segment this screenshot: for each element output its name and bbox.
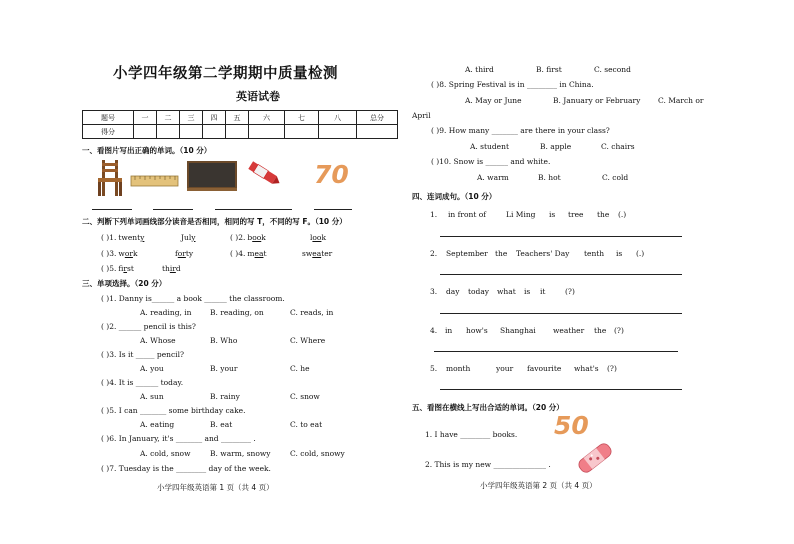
word: k [132,249,138,258]
scramble-word: (?) [565,287,575,296]
chair-picture [95,158,125,198]
mc-option[interactable]: B. your [210,364,238,373]
mc-question-8: ( )8. Spring Festival is in ________ in China. [431,80,594,89]
mc-option[interactable]: B. first [536,65,562,74]
answer-line[interactable] [440,313,682,314]
scramble-word: in [445,326,453,335]
judge-item-2 [230,233,266,242]
scramble-word: the [594,326,607,335]
scramble-word: is [616,249,623,258]
exam-subtitle: 英语试卷 [236,90,280,103]
mc-option[interactable]: C. to eat [290,420,323,429]
scramble-word: day [446,287,460,296]
underlined-part: or [124,249,133,258]
score-cell[interactable] [180,125,203,139]
score-table [82,110,398,139]
scramble-word: what [497,287,516,296]
word: ter [321,249,333,258]
word: ty [185,249,194,258]
word: l [310,233,313,242]
judge-item-5 [101,264,134,273]
number-50-picture: 50 [554,411,589,440]
mc-question-7: ( )7. Tuesday is the ________ day of the week. [101,464,271,473]
underlined-part: y [191,233,196,242]
mc-option[interactable]: A. reading, in [140,308,192,317]
item-number: ( )5. [101,264,117,273]
mc-question-10: ( )10. Snow is ______ and white. [431,157,551,166]
scramble-number: 1. [430,210,438,219]
answer-line[interactable] [215,209,255,210]
word: k [261,233,266,242]
answer-line[interactable] [440,389,682,390]
scramble-word: it [540,287,546,296]
scramble-number: 3. [430,287,438,296]
scramble-word: (.) [618,210,627,219]
section-3-heading: 三、单项选择。（20 分） [82,279,167,288]
answer-line[interactable] [153,209,193,210]
score-cell[interactable] [134,125,157,139]
word: w [118,249,125,258]
judge-item-4 [230,249,266,258]
answer-line[interactable] [252,209,292,210]
mc-option[interactable]: A. warm [477,173,509,182]
scramble-word: Teachers' Day [516,249,570,258]
page-footer-1: 小学四年级英语第 1 页（共 4 页） [157,483,274,492]
mc-option[interactable]: A. Whose [140,336,176,345]
mc-option[interactable]: A. you [140,364,164,373]
scramble-word: (.) [636,249,645,258]
scramble-word: is [524,287,531,296]
word: th [162,264,170,273]
scramble-word: Shanghai [500,326,536,335]
score-header-cell: 六 [249,111,285,125]
scramble-word: tree [568,210,584,219]
underlined-part: y [140,233,145,242]
mc-question-5: ( )5. I can _______ some birthday cake. [101,406,246,415]
mc-option[interactable]: A. student [470,142,509,151]
mc-option[interactable]: A. cold, snow [140,449,191,458]
score-header-cell: 二 [157,111,180,125]
blackboard-picture [186,160,238,192]
score-cell[interactable] [319,125,357,139]
picture-question-1: 1. I have ________ books. [425,430,518,439]
answer-line[interactable] [434,351,678,352]
word: m [247,249,255,258]
judge-item-3 [101,249,137,258]
judge-item-1 [101,233,144,242]
word: k [321,233,326,242]
word: st [127,264,134,273]
score-cell[interactable] [226,125,249,139]
judge-item-3-word2 [175,249,193,258]
scramble-word: the [597,210,610,219]
underlined-part: oo [252,233,262,242]
mc-option[interactable]: C. reads, in [290,308,334,317]
underlined-part: ea [254,249,264,258]
mc-option[interactable]: B. rainy [210,392,240,401]
score-cell[interactable] [285,125,319,139]
word: b [247,233,253,242]
mc-option[interactable]: B. hot [538,173,561,182]
item-number: ( )2. [230,233,246,242]
score-cell[interactable] [157,125,180,139]
mc-option[interactable]: A. eating [140,420,175,429]
mc-option[interactable]: C. he [290,364,310,373]
mc-option[interactable]: C. cold [602,173,629,182]
scramble-word: today [468,287,490,296]
mc-option[interactable]: A. sun [140,392,164,401]
scramble-word: your [496,364,514,373]
judge-item-1-word2 [181,233,196,242]
scramble-word: is [549,210,556,219]
scramble-word: the [495,249,508,258]
answer-line[interactable] [440,236,682,237]
score-header-cell: 八 [319,111,357,125]
word: Jul [181,233,192,242]
mc-option[interactable]: B. apple [540,142,572,151]
section-2-heading: 二、判断下列单词画线部分读音是否相同，相同的写 T，不同的写 F。（10 分） [82,217,347,226]
word: d [175,264,181,273]
mc-question-9: ( )9. How many _______ are there in your class? [431,126,610,135]
score-header-cell: 四 [203,111,226,125]
underlined-part: ir [123,264,128,273]
section-5-heading: 五、看图在横线上写出合适的单词。（20 分） [412,403,564,412]
mc-option[interactable]: B. reading, on [210,308,264,317]
judge-item-2-word2 [310,233,326,242]
mc-option[interactable]: C. chairs [601,142,635,151]
word: twent [118,233,141,242]
score-header-cell: 一 [134,111,157,125]
mc-question-6: ( )6. In January, it's _______ and ________ . [101,434,256,443]
scramble-word: September [446,249,488,258]
score-header-cell: 三 [180,111,203,125]
mc-option[interactable]: B. January or February [553,96,641,105]
answer-line[interactable] [440,274,682,275]
page-footer-2: 小学四年级英语第 2 页（共 4 页） [480,481,597,490]
judge-item-5-word2 [162,264,181,273]
answer-line[interactable] [314,209,352,210]
scramble-word: in front of [448,210,487,219]
underlined-part: ea [312,249,322,258]
ruler-picture [130,174,180,188]
section-1-heading: 一、看图片写出正确的单词。（10 分） [82,146,212,155]
score-header-cell: 题号 [83,111,134,125]
item-number: ( )4. [230,249,246,258]
mc-question-1: ( )1. Danny is______ a book ______ the classroom. [101,294,285,303]
scramble-word: Li Ming [506,210,536,219]
mc-option[interactable]: B. warm, snowy [210,449,271,458]
answer-line[interactable] [92,209,132,210]
underlined-part: ir [169,264,176,273]
section-4-heading: 四、连词成句。（10 分） [412,192,497,201]
pencil-case-picture [574,440,616,476]
scramble-number: 5. [430,364,438,373]
mc-option[interactable]: C. Where [290,336,326,345]
mc-option[interactable]: C. snow [290,392,320,401]
mc-option[interactable]: C. cold, snowy [290,449,345,458]
score-header-cell: 五 [226,111,249,125]
scramble-word: what's [574,364,599,373]
scramble-word: (?) [614,326,624,335]
judge-item-4-word2 [302,249,332,258]
mc-question-2: ( )2. ______ pencil is this? [101,322,196,331]
mc-option[interactable]: B. eat [210,420,233,429]
score-header-cell: 总分 [357,111,398,125]
underlined-part: oo [312,233,322,242]
scramble-word: tenth [584,249,605,258]
scramble-word: month [446,364,471,373]
mc-option[interactable]: B. Who [210,336,238,345]
scramble-word: (?) [607,364,617,373]
crayon-picture [244,156,284,192]
scramble-word: weather [553,326,585,335]
mc-option[interactable]: C. second [594,65,631,74]
underlined-part: or [177,249,186,258]
exam-title: 小学四年级第二学期期中质量检测 [113,66,338,82]
item-number: ( )1. [101,233,117,242]
scramble-word: favourite [527,364,562,373]
mc-option[interactable]: C. March or [658,96,704,105]
score-row-label: 得分 [83,125,134,139]
score-cell[interactable] [357,125,398,139]
score-cell[interactable] [249,125,285,139]
scramble-number: 4. [430,326,438,335]
word: f [118,264,124,273]
score-header-cell: 七 [285,111,319,125]
mc-question-4: ( )4. It is ______ today. [101,378,184,387]
word: t [263,249,267,258]
mc-option[interactable]: A. third [465,65,494,74]
word: f [175,249,178,258]
scramble-word: how's [466,326,488,335]
mc-question-3: ( )3. Is it _____ pencil? [101,350,184,359]
picture-question-2: 2. This is my new ______________ . [425,460,551,469]
word: sw [302,249,313,258]
score-cell[interactable] [203,125,226,139]
option-continuation: April [412,111,431,120]
number-70-picture: 70 [314,160,349,189]
item-number: ( )3. [101,249,117,258]
scramble-number: 2. [430,249,438,258]
mc-option[interactable]: A. May or June [465,96,522,105]
